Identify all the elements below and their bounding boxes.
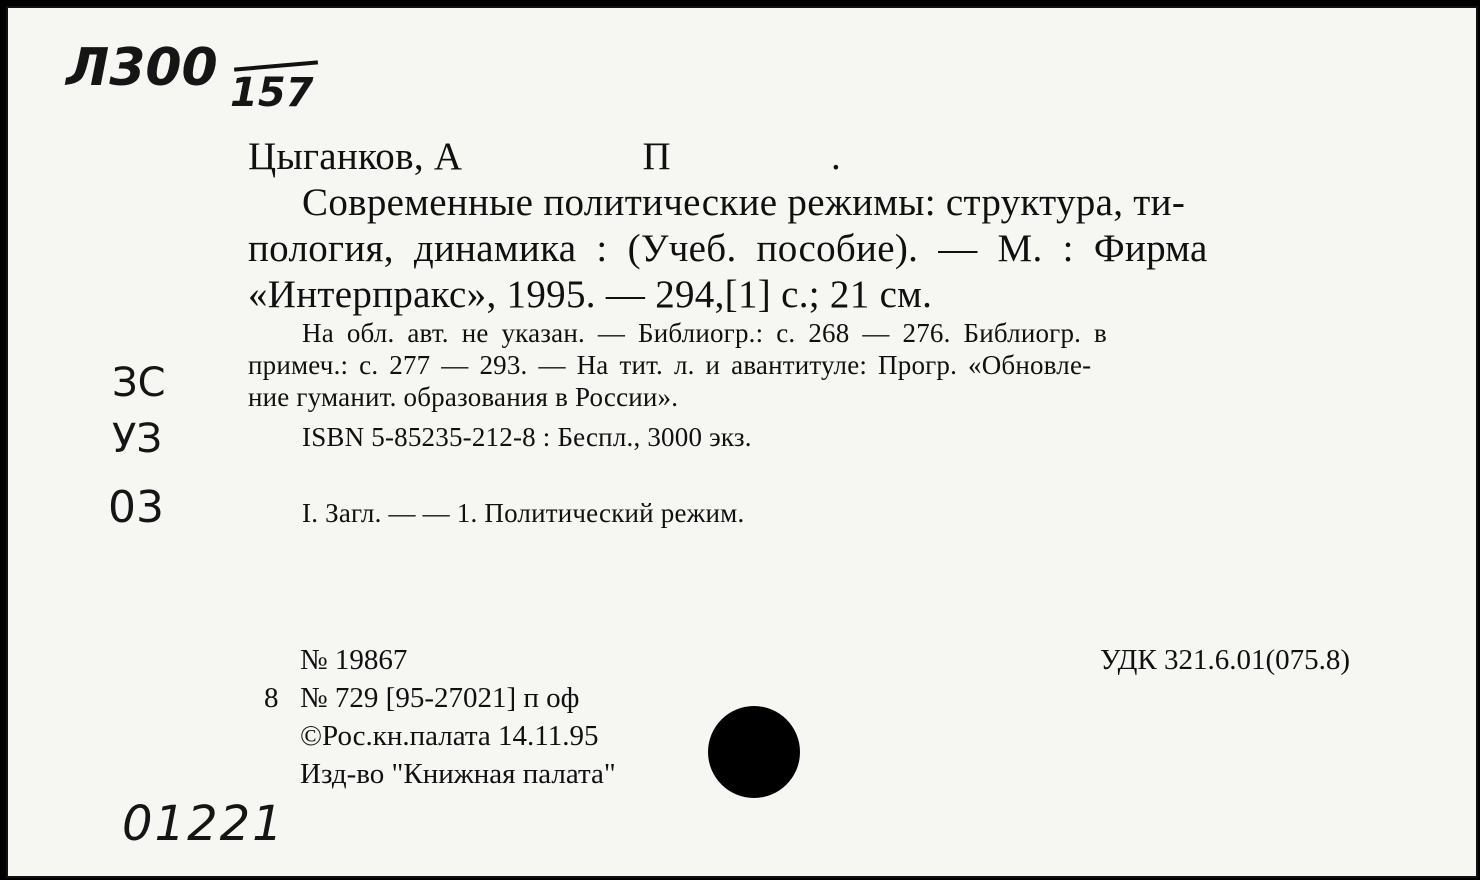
margin-code-2: УЗ xyxy=(112,416,163,462)
notes-line-1: На обл. авт. не указан. — Библиогр.: с. 268 — 276. Библиогр. в xyxy=(302,318,1107,348)
copyright-line: ©Рос.кн.палата 14.11.95 xyxy=(300,720,599,752)
description-line-2: пология, динамика : (Учеб. пособие). — М. : Фирма xyxy=(248,227,1208,270)
order-number: № 729 [95-27021] п оф xyxy=(300,682,580,714)
notes-line-3: ние гуманит. образования в России». xyxy=(248,382,679,412)
call-number-main: Л300 xyxy=(66,38,218,98)
isbn-line: ISBN 5-85235-212-8 : Беспл., 3000 экз. xyxy=(302,422,752,452)
catalog-card xyxy=(6,6,1478,878)
description-line-1: Современные политические режимы: структура, ти- xyxy=(302,181,1186,224)
tracing-line: I. Загл. — — 1. Политический режим. xyxy=(302,498,745,528)
margin-code-3: 03 xyxy=(108,482,164,533)
author-initial-2: П xyxy=(642,135,671,178)
description-line-3: «Интерпракс», 1995. — 294,[1] с.; 21 см. xyxy=(248,273,933,316)
left-digit: 8 xyxy=(264,682,279,714)
handwritten-bottom-number: 01221 xyxy=(122,796,285,852)
author-heading xyxy=(248,134,841,179)
call-number-sub: 157 xyxy=(230,70,314,116)
author-name: Цыганков, А xyxy=(248,135,463,178)
author-end: . xyxy=(831,135,842,178)
margin-code-1: ЗС xyxy=(112,360,166,406)
publisher-line: Изд-во "Книжная палата" xyxy=(300,758,616,790)
card-number: № 19867 xyxy=(300,644,408,676)
udc-code: УДК 321.6.01(075.8) xyxy=(1100,644,1351,676)
punch-hole xyxy=(708,706,800,798)
notes-line-2: примеч.: с. 277 — 293. — На тит. л. и авантитуле: Прогр. «Обновле- xyxy=(248,350,1092,380)
